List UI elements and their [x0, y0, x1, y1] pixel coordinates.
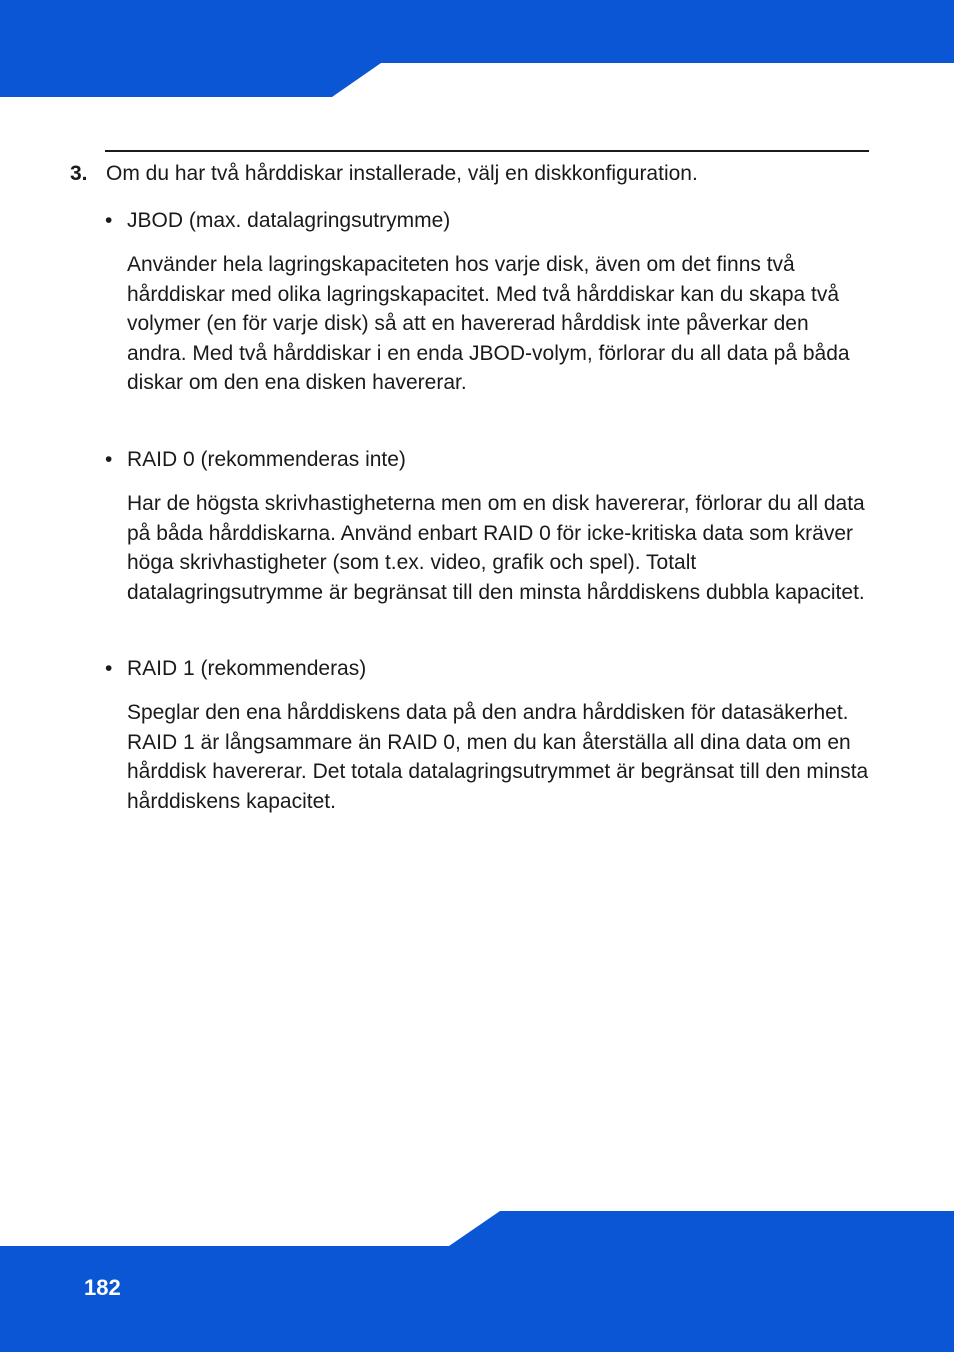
section-divider — [105, 150, 869, 152]
footer-band-shape — [0, 1211, 954, 1352]
option-title-raid1: RAID 1 (rekommenderas) — [127, 657, 367, 680]
option-description-raid1: Speglar den ena hårddiskens data på den andra hårddisken för datasäkerhet. RAID 1 är långsammare än RAID 0, men du kan återställa all dina data om en hårddisk havererar. Det totala datalagringsutrymmet är begränsat till den minsta hårddiskens kapacitet. — [127, 701, 869, 813]
option-description-raid0: Har de högsta skrivhastigheterna men om en disk havererar, förlorar du all data på båda hårddiskarna. Använd enbart RAID 0 för icke-kritiska data som kräver höga skrivhastigheter (som t.ex. video, grafik och spel). Totalt datalagringsutrymme är begränsat till den minsta hårddiskens dubbla kapacitet. — [127, 492, 865, 604]
bullet-icon: • — [105, 448, 113, 471]
step-instruction: Om du har två hårddiskar installerade, välj en diskkonfiguration. — [106, 162, 698, 185]
option-title-jbod: JBOD (max. datalagringsutrymme) — [127, 209, 451, 232]
option-description-jbod: Använder hela lagringskapaciteten hos varje disk, även om det finns två hårddiskar med olika lagringskapacitet. Med två hårddiskar kan du skapa två volymer (en för varje disk) så att en havererad hårddisk inte påverkar den andra. Med två hårddiskar i en enda JBOD-volym, förlorar du all data på båda diskar om den ena disken havererar. — [127, 253, 850, 394]
bullet-icon: • — [105, 657, 113, 680]
header-band-shape — [0, 0, 954, 97]
option-title-raid0: RAID 0 (rekommenderas inte) — [127, 448, 406, 471]
page-number: 182 — [84, 1275, 121, 1300]
bullet-icon: • — [105, 209, 113, 232]
footer-band — [0, 1211, 954, 1352]
step-number: 3. — [70, 162, 88, 185]
header-band — [0, 0, 954, 97]
